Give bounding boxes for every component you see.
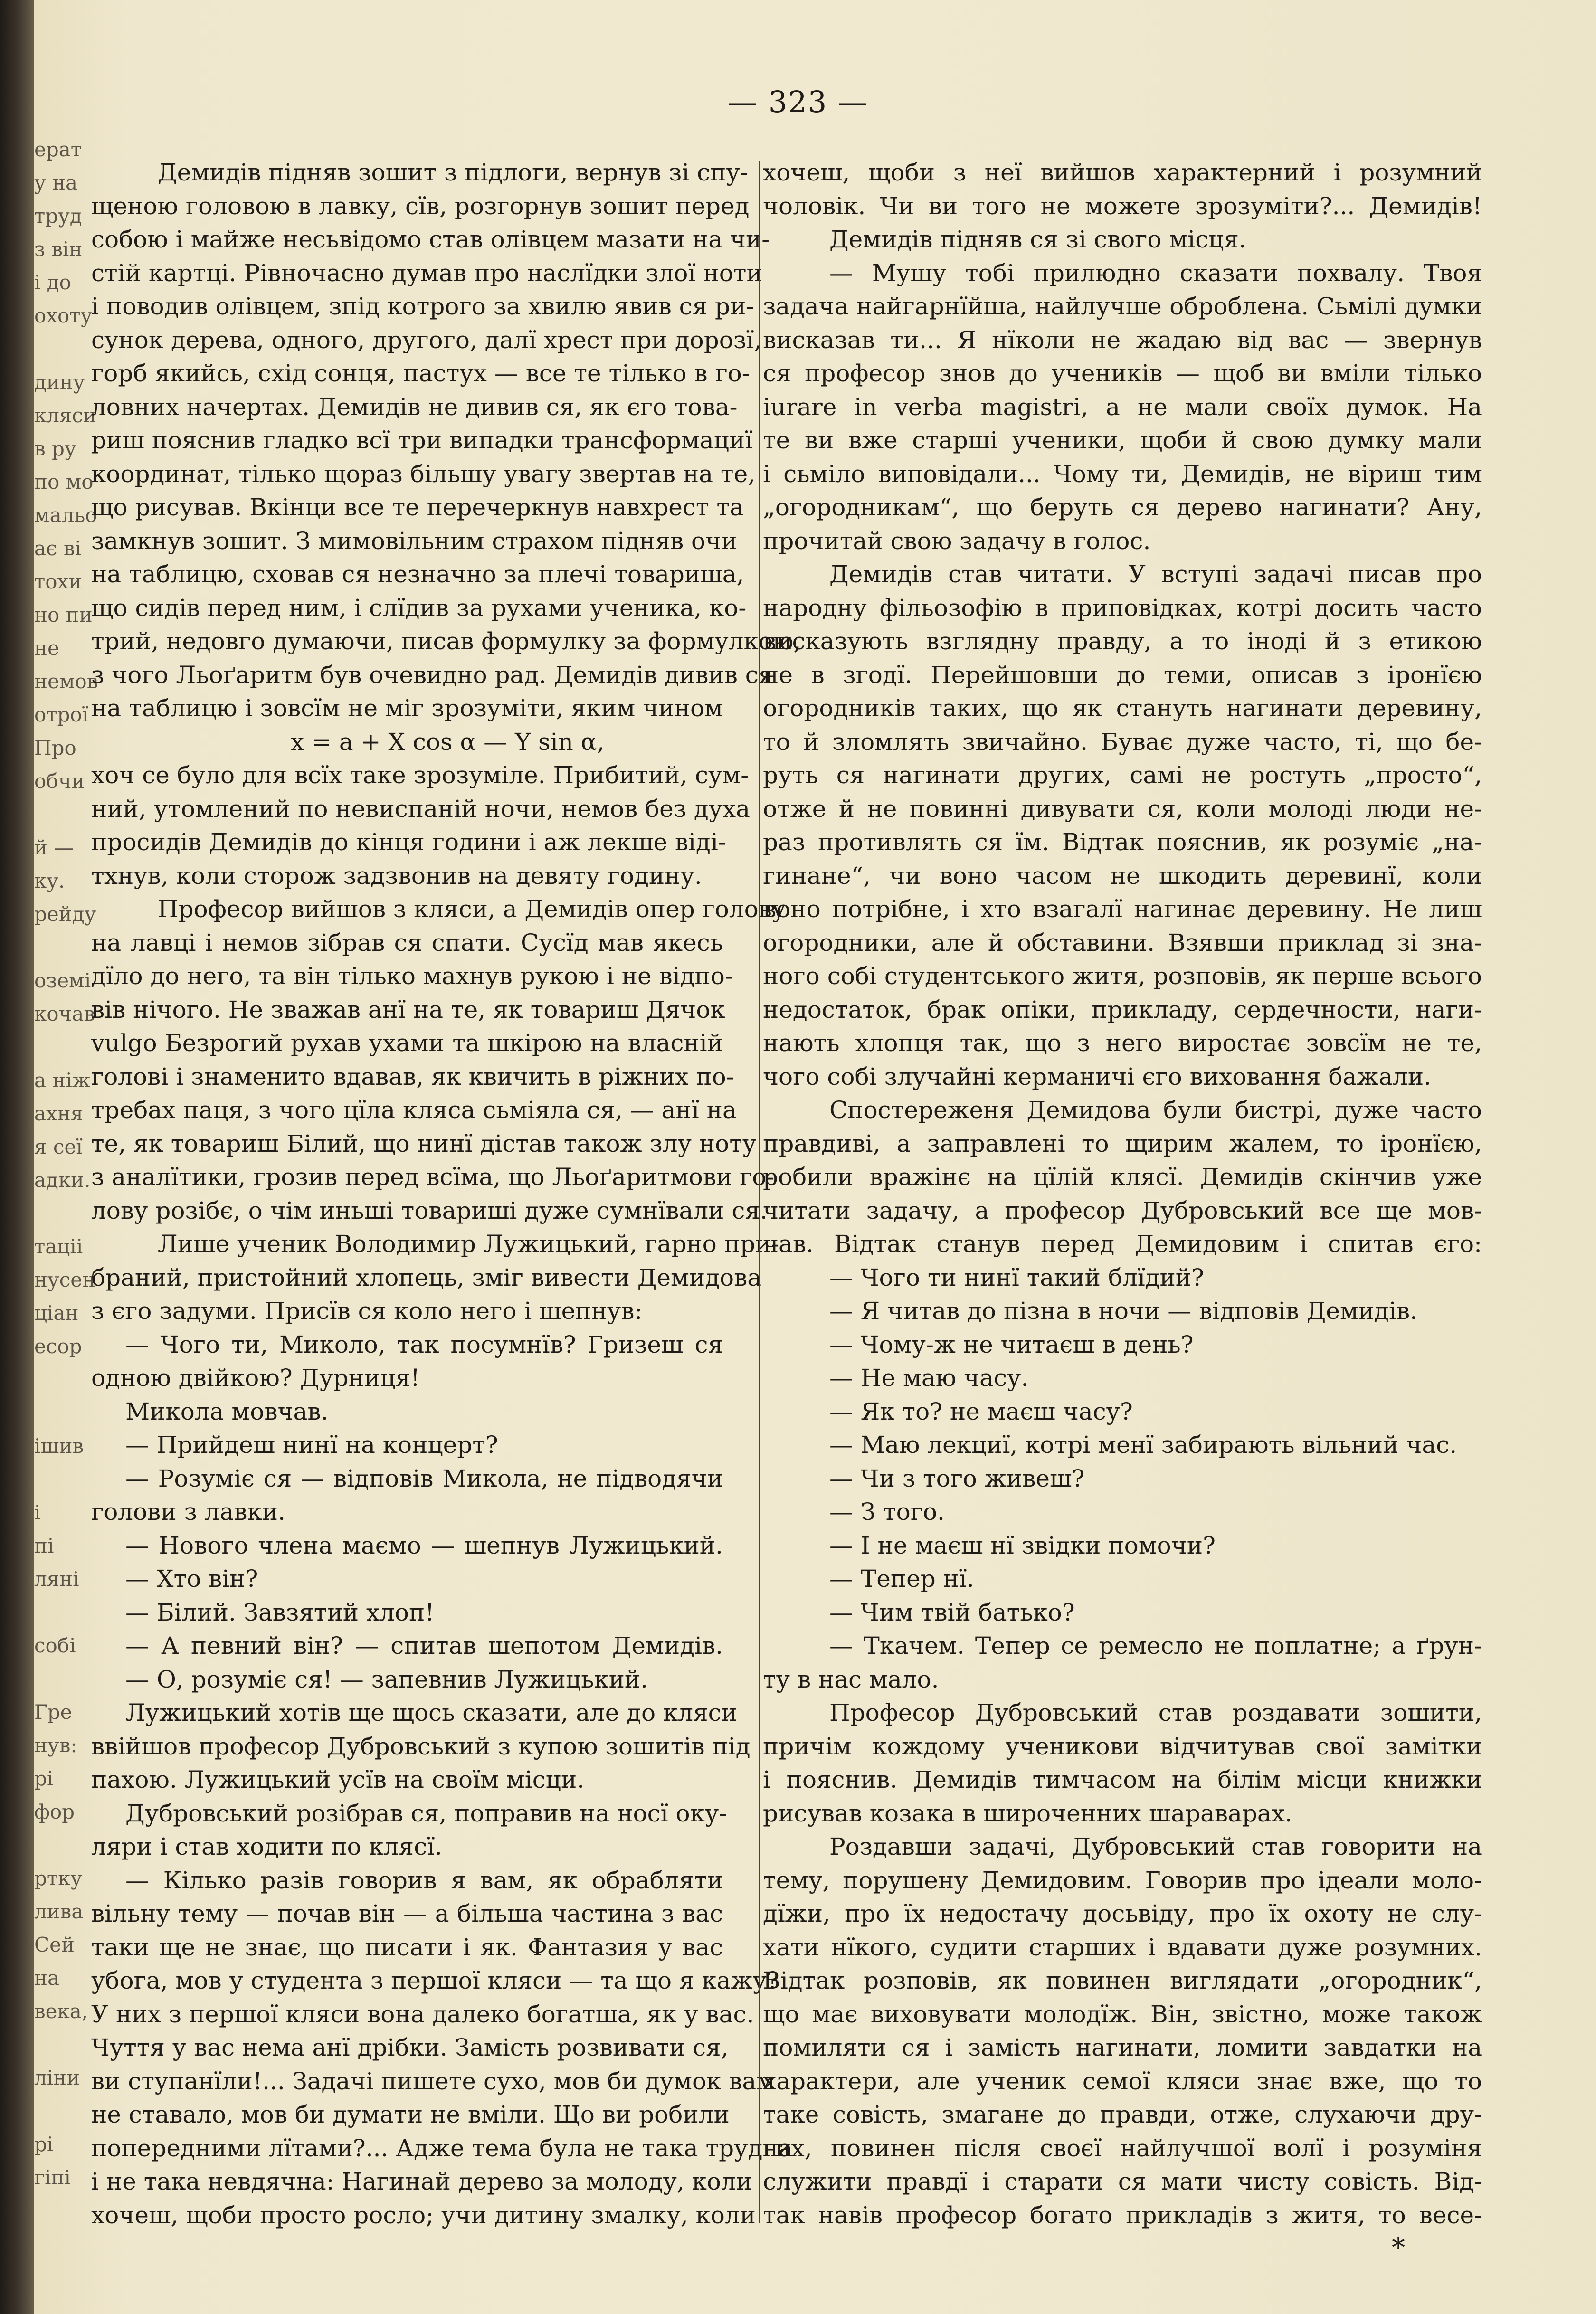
text-line: vulgo Безрогий рухав ухами та шкірою на власній [91,1029,723,1057]
margin-fragment: пі [34,1534,54,1557]
text-line: висказав ти... Я нїколи не жадаю від вас — звернув [763,326,1482,354]
text-line: — Не маю часу. [829,1364,1029,1392]
margin-fragment: у на [34,171,78,194]
text-line: ту в нас мало. [763,1665,939,1693]
text-line: нають хлопця так, що з него виростає зовсїм не те, [763,1029,1482,1057]
margin-fragment [34,1463,91,1496]
margin-fragment: мальо [34,503,97,527]
margin-fragment: лива [34,1900,84,1923]
text-line: з чого Льоґаритм був очевидно рад. Демидів дивив ся [91,661,774,689]
margin-fragment: кляси [34,404,96,427]
text-line: ного собі студентського житя, розповів, як перше всього [763,962,1482,990]
margin-fragment: адки. [34,1168,91,1192]
margin-fragment: но пи [34,603,93,626]
text-line: сунок дерева, одного, другого, далї хрест при дорозї, [91,326,762,354]
text-line: чав. Відтак станув перед Демидовим і спитав єго: [763,1230,1482,1258]
margin-fragment: охоту [34,304,93,327]
margin-fragment [34,1596,91,1629]
margin-fragment: гіпі [34,2166,71,2189]
text-line: — Нового члена маємо — шепнув Лужицький. [125,1531,723,1559]
margin-fragment: ціан [34,1301,79,1325]
margin-fragment [34,798,91,831]
text-line: — Маю лекциї, котрі менї забирають вільний час. [829,1431,1457,1459]
text-line: хоч се було для всїх таке зрозуміле. Прибитий, сум- [91,761,749,789]
text-line: раз противлять ся їм. Відтак пояснив, як розуміє „на- [763,828,1482,856]
text-line: — Чого ти нинї такий блїдий? [829,1263,1204,1291]
text-line: браний, пристойний хлопець, зміг вивести Демидова [91,1263,762,1291]
text-line: — Як то? не маєш часу? [829,1397,1133,1425]
text-line: лову розібє, о чім иньші товариші дуже сумнївали ся. [91,1196,768,1224]
text-line: причім кождому ученикови відчитував свої замітки [763,1732,1482,1760]
text-line: — О, розуміє ся! — запевнив Лужицький. [125,1665,648,1693]
text-line: і пояснив. Демидів тимчасом на білім місци книжки [763,1766,1482,1793]
text-line: задача найгарнїйша, найлучше оброблена. Сьмілі думки [763,293,1482,320]
text-line: голові і знаменито вдавав, як квичить в ріжних по- [91,1062,734,1091]
margin-fragment: ляні [34,1567,79,1591]
margin-fragment: рейду [34,902,96,926]
text-line: і не така невдячна: Нагинай дерево за молоду, коли [91,2168,752,2195]
text-line: дїло до него, та він тілько махнув рукою і не відпо- [91,962,733,990]
text-line: хочеш, щоби з неї вийшов характерний і розумний [763,159,1482,186]
text-line: руть ся нагинати других, самі не ростуть „просто“, [763,761,1482,789]
margin-fragment: ає ві [34,537,81,560]
text-line: на таблицю, сховав ся незначно за плечі товариша, [91,560,744,588]
margin-fragment: по мо [34,470,94,493]
text-line: гинане“, чи воно часом не шкодить деревинї, коли [763,862,1482,890]
margin-fragment [34,332,91,366]
margin-fragment: дину [34,370,85,394]
margin-fragment: труд [34,204,82,228]
margin-fragment [34,1363,91,1396]
text-line: воно потрібне, і хто взагалї нагинає деревину. Не лиш [763,895,1482,923]
text-line: одною двійкою? Дурниця! [91,1364,420,1392]
text-line: що сидів перед ним, і слїдив за рухами ученика, ко- [91,594,747,622]
text-line: замкнув зошит. З мимовільним страхом підняв очи [91,527,737,555]
text-line: таке совість, змагане до правди, отже, слухаючи дру- [763,2101,1482,2128]
text-line: x = a + X cos α — Y sin α, [291,728,605,756]
margin-fragment: фор [34,1800,75,1823]
text-line: требах паця, з чого цїла кляса сьміяла ся, — анї на [91,1096,737,1124]
text-line: ляри і став ходити по клясї. [91,1833,442,1860]
text-line: — Чого ти, Миколо, так посумнїв? Гризеш ся [125,1330,723,1358]
text-line: координат, тілько щораз більшу увагу звертав на те, [91,460,756,488]
margin-fragment: обчи [34,769,85,793]
margin-fragment: не [34,636,59,660]
text-line: „огородникам“, що беруть ся дерево нагинати? Ану, [763,493,1482,521]
text-line: — З того. [829,1498,945,1526]
text-line: — Ткачем. Тепер се ремесло не поплатне; а ґрун- [829,1632,1482,1660]
text-line: ловних начертах. Демидів не дивив ся, як єго това- [91,393,738,421]
text-line: робили вражінє на цїлій клясї. Демидів скінчив уже [763,1163,1482,1191]
text-line: Демидів став читати. У вступі задачі писав про [829,560,1482,588]
margin-fragment: ліни [34,2066,80,2089]
footer-asterisk: * [1392,2232,1405,2263]
text-line: те ви вже старші ученики, щоби й свою думку мали [763,427,1482,454]
text-line: Дубровський розібрав ся, поправив на носї оку- [125,1799,727,1827]
margin-fragment: тохи [34,570,82,593]
text-line: недостаток, брак опіки, прикладу, сердечности, наги- [763,996,1482,1024]
text-line: так навів професор богато прикладів з житя, то весе- [763,2201,1482,2229]
text-line: і поводив олівцем, зпід котрого за хвилю явив ся ри- [91,293,754,320]
text-line: У них з першої кляси вона далеко богатша, як у вас. [91,2000,754,2028]
margin-fragment: я сеї [34,1135,83,1158]
text-line: Микола мовчав. [125,1397,329,1425]
text-line: що рисував. Вкінци все те перечеркнув навхрест та [91,493,744,521]
text-line: ний, утомлений по невиспаній ночи, немов без духа [91,795,750,823]
margin-fragment [34,1396,91,1430]
text-line: отже й не повинні дивувати ся, коли молоді люди не- [763,795,1482,823]
text-line: — Чим твій батько? [829,1598,1075,1626]
text-line: Чуття у вас нема анї дрібки. Замість розвивати ся, [91,2034,729,2061]
text-line: Демидів підняв зошит з підлоги, вернув зі спу- [158,159,748,186]
text-line: на лавці і немов зібрав ся спати. Сусїд мав якесь [91,929,723,957]
column-divider-rule [759,161,760,2223]
text-line: хати нїкого, судити старших і вдавати дуже розумних. [763,1933,1482,1961]
text-line: висказують взглядну правду, а то іноді й з етикою [763,627,1482,655]
facing-page-margin [34,133,98,2247]
margin-fragment: нусен [34,1268,96,1291]
margin-fragment: й — [34,836,74,859]
text-line: попередними лїтами?... Адже тема була не така трудна [91,2134,793,2162]
text-line: ся професор знов до учеників — щоб ви вміли тілько [763,360,1482,387]
margin-fragment: оземі [34,969,91,992]
text-line: огородники, але й обставини. Взявши приклад зі зна- [763,929,1482,957]
text-line: ввійшов професор Дубровський з купою зошитів під [91,1732,750,1760]
text-line: то й зломлять звичайно. Буває дуже часто, ті, що бе- [763,728,1482,756]
margin-fragment: Про [34,736,76,759]
text-line: — Прийдеш нинї на концерт? [125,1431,498,1459]
margin-fragment [34,2095,91,2128]
text-line: вільну тему — почав він — а більша частина з вас [91,1900,723,1927]
text-line: гих, повинен після своєї найлучшої волї і розуміня [763,2134,1482,2162]
margin-fragment: века, [34,2000,88,2023]
text-line: — Кілько разів говорив я вам, як обрабляти [125,1866,723,1894]
margin-fragment [34,2028,91,2061]
text-line: таки ще не знає, що писати і як. Фантазия у вас [91,1933,723,1961]
text-line: служити правдї і старати ся мати чисту совість. Від- [763,2168,1482,2195]
margin-fragment: немов [34,670,98,693]
text-line: — Чи з того живеш? [829,1464,1085,1492]
text-line: чого собі злучайні керманичі єго виховання бажали. [763,1062,1432,1091]
margin-fragment: і [34,1501,41,1524]
text-line: Роздавши задачі, Дубровський став говорити на [829,1833,1482,1860]
text-line: голови з лавки. [91,1498,285,1526]
margin-fragment: ртку [34,1867,83,1890]
margin-fragment: кочав [34,1002,95,1025]
text-line: — Хто він? [125,1565,258,1593]
text-line: з аналїтики, грозив перед всїма, що Льоґаритмови го- [91,1163,775,1191]
margin-fragment [34,931,91,964]
margin-fragment [34,1662,91,1696]
text-line: чоловік. Чи ви того не можете зрозуміти?... Демидів! [763,192,1482,220]
text-line: Лужицький хотів ще щось сказати, але до кляси [125,1699,737,1726]
text-line: просидів Демидів до кінця години і аж лекше віді- [91,828,726,856]
page-number: — 323 — [728,85,868,119]
margin-fragment: з він [34,237,83,261]
margin-fragment: рі [34,1767,54,1790]
text-line: вів нічого. Не зважав анї на те, як товариш Дячок [91,996,725,1024]
text-line: щеною головою в лавку, сїв, розгорнув зошит перед [91,192,750,220]
margin-fragment: отрої [34,703,89,726]
margin-fragment: собі [34,1634,76,1657]
text-line: читати задачу, а професор Дубровський все ще мов- [763,1196,1482,1224]
text-line: стій картці. Рівночасно думав про наслїдки злої ноти [91,259,762,287]
text-line: — Тепер нї. [829,1565,974,1593]
margin-fragment: ішив [34,1434,84,1458]
text-line: трий, недовго думаючи, писав формулку за формулкою, [91,627,801,655]
margin-fragment [34,1197,91,1230]
text-line: Демидів підняв ся зі свого місця. [829,226,1246,253]
text-line: тему, порушену Демидовим. Говорив про ідеали моло- [763,1866,1482,1894]
margin-fragment: Сей [34,1933,75,1956]
margin-fragment: в ру [34,437,76,460]
text-line: Спостереженя Демидова були бистрі, дуже часто [829,1096,1482,1124]
text-line: тхнув, коли сторож задзвонив на девяту годину. [91,862,702,890]
margin-fragment: есор [34,1335,82,1358]
text-line: огородників таких, що як стануть нагинати деревину, [763,694,1482,722]
text-line: iurare in verba magistri, а не мали своїх думок. На [763,393,1482,421]
text-line: — Чому-ж не читаєш в день? [829,1330,1194,1358]
text-line: прочитай свою задачу в голос. [763,527,1151,555]
margin-fragment: Гре [34,1700,72,1724]
text-line: — І не маєш нї звідки помочи? [829,1531,1216,1559]
text-line: народну фільозофію в приповідках, котрі досить часто [763,594,1482,622]
margin-fragment: на [34,1966,60,1990]
margin-fragment: таціі [34,1235,83,1258]
text-line: убога, мов у студента з першої кляси — та що я кажу? [91,1967,779,1994]
text-line: риш пояснив гладко всї три випадки трансформациї [91,427,753,454]
left-text-column [91,156,801,2265]
text-line: не в згодї. Перейшовши до теми, описав з іронїєю [763,661,1482,689]
text-line: — Мушу тобі прилюдно сказати похвалу. Твоя [829,259,1482,287]
margin-fragment: і до [34,271,71,294]
book-binding-shadow [0,0,34,2314]
margin-fragment [34,1031,91,1064]
text-line: і сьміло виповідали... Чому ти, Демидів, не віриш тим [763,460,1482,488]
text-line: помиляти ся і замість нагинати, ломити завдатки на [763,2034,1482,2061]
text-line: рисував козака в широченних шараварах. [763,1799,1292,1827]
text-line: — Я читав до пізна в ночи — відповів Демидів. [829,1297,1417,1325]
text-line: — А певний він? — спитав шепотом Демидів. [125,1632,723,1660]
text-line: те, як товариш Білий, що нинї дістав також злу ноту [91,1129,757,1157]
text-line: ви ступанїли!... Задачі пишете сухо, мов би думок вам [91,2067,775,2095]
margin-fragment: ахня [34,1102,84,1125]
text-line: — Білий. Завзятий хлоп! [125,1598,435,1626]
text-line: хочеш, щоби просто росло; учи дитину змалку, коли [91,2201,756,2229]
text-line: горб якийсь, схід сонця, пастух — все те тілько в го- [91,360,750,387]
text-line: Професор Дубровський став роздавати зошити, [829,1699,1482,1726]
margin-fragment: нув: [34,1734,77,1757]
margin-fragment: ку. [34,869,65,892]
text-line: що має виховувати молодїж. Він, звістно, може також [763,2000,1482,2028]
text-line: на таблицю і зовсїм не міг зрозуміти, яким чином [91,694,723,722]
text-line: характери, але ученик семої кляси знає вже, що то [763,2067,1482,2095]
text-line: не ставало, мов би думати не вміли. Що ви робили [91,2101,730,2128]
text-line: пахою. Лужицький усїв на своїм місци. [91,1766,585,1793]
text-line: Відтак розповів, як повинен виглядати „огородник“, [763,1967,1482,1994]
margin-fragment: а ніж [34,1069,91,1092]
right-text-column [763,156,1482,2265]
text-line: дїжи, про їх недостачу досьвіду, про їх охоту не слу- [763,1900,1482,1927]
margin-fragment: рі [34,2133,54,2156]
text-line: з єго задуми. Присїв ся коло него і шепнув: [91,1297,643,1325]
margin-fragment [34,1829,91,1862]
text-line: — Розуміє ся — відповів Микола, не підводячи [125,1464,723,1492]
text-line: собою і майже несьвідомо став олівцем мазати на чи- [91,226,770,253]
text-line: Лише ученик Володимир Лужицький, гарно при- [158,1230,779,1258]
text-line: Професор вийшов з кляси, а Демидів опер голову [158,895,786,923]
text-line: правдиві, а заправлені то щирим жалем, то іронїєю, [763,1129,1482,1157]
margin-fragment: ерат [34,138,82,161]
